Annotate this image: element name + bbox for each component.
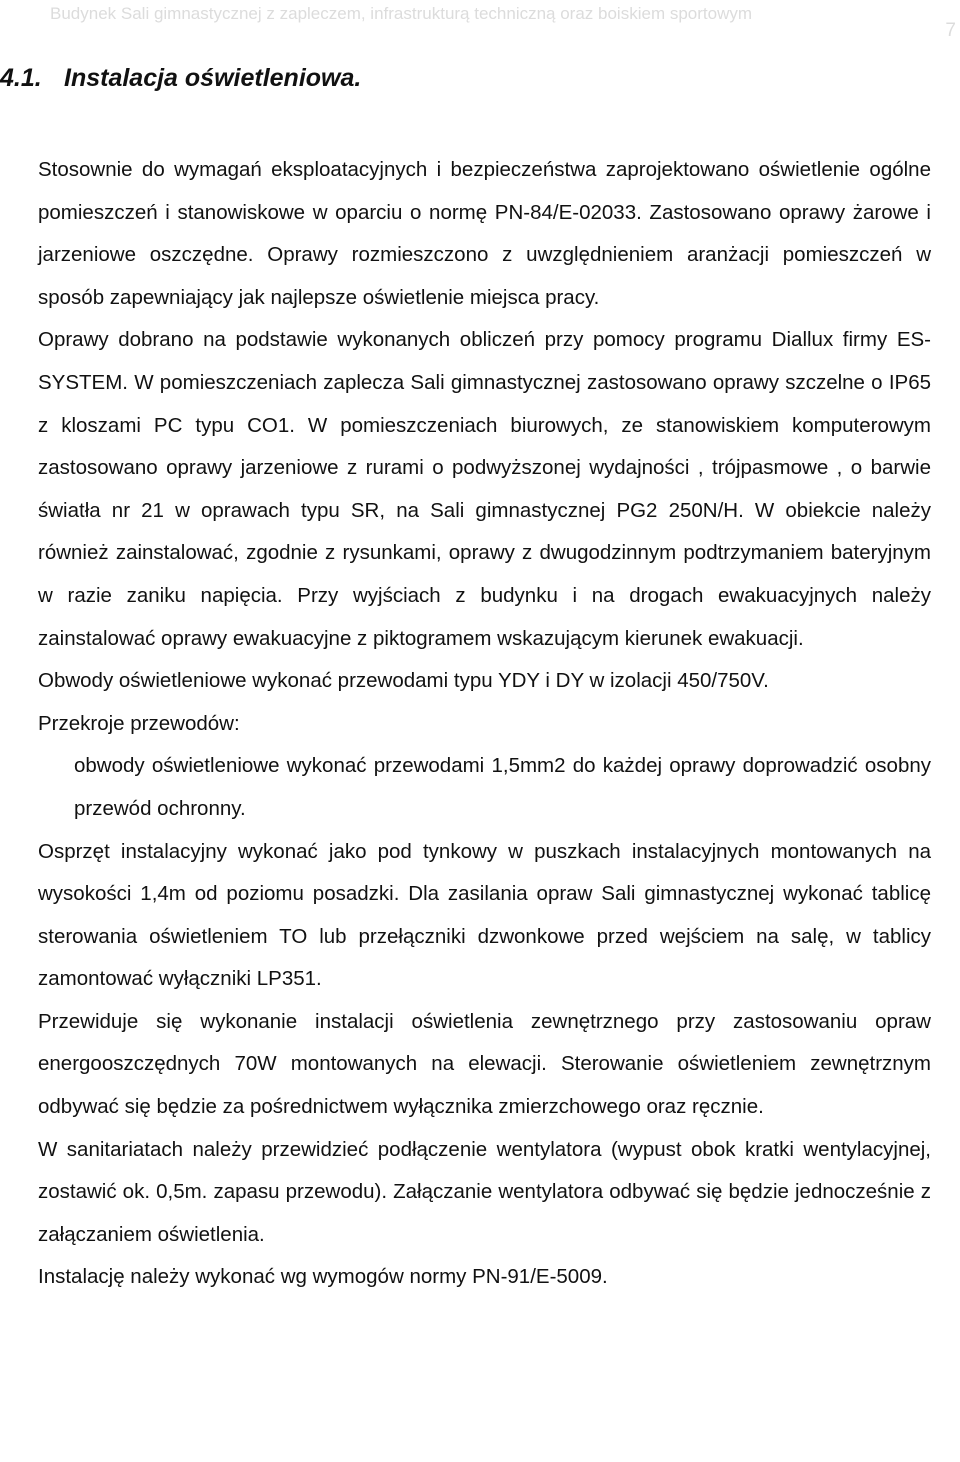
paragraph-intro: Stosownie do wymagań eksploatacyjnych i bezpieczeństwa zaprojektowano oświetlenie ogólne pomieszczeń i stanowiskowe w oparciu o normę PN-84/E-02033. Zastosowano oprawy żarowe i jarzeniowe oszczędne. Oprawy rozmieszczono z uwzględnieniem aranżacji pomieszczeń w sposób zapewniający jak najlepsze oświetlenie miejsca pracy. (38, 158, 931, 309)
section-number: 4.1. (0, 64, 42, 92)
body-text (38, 149, 931, 1299)
paragraph-exterior-lighting: Przewiduje się wykonanie instalacji oświetlenia zewnętrznego przy zastosowaniu opraw energooszczędnych 70W montowanych na elewacji. Sterowanie oświetleniem zewnętrznym odbywać się będzie za pośrednictwem wyłącznika zmierzchowego oraz ręcznie. (38, 1009, 931, 1119)
section-title: Instalacja oświetleniowa. (64, 64, 362, 92)
page-number: 7 (945, 20, 956, 41)
paragraph-cross-sections-label: Przekroje przewodów: (38, 711, 240, 735)
paragraph-accessories: Osprzęt instalacyjny wykonać jako pod tynkowy w puszkach instalacyjnych montowanych na wysokości 1,4m od poziomu posadzki. Dla zasilania opraw Sali gimnastycznej wykonać tablicę sterowania oświetleniem TO lub przełączniki dzwonkowe przed wejściem na salę, w tablicy zamontować wyłączniki LP351. (38, 839, 931, 991)
running-header: Budynek Sali gimnastycznej z zapleczem, infrastrukturą techniczną oraz boiskiem sportowym (50, 4, 753, 23)
paragraph-ventilation: W sanitariatach należy przewidzieć podłączenie wentylatora (wypust obok kratki wentylacyjnej, zostawić ok. 0,5m. zapasu przewodu). Załączanie wentylatora odbywać się będzie jednocześnie z załączaniem oświetlenia. (38, 1137, 931, 1246)
section-heading (0, 64, 361, 93)
paragraph-standard: Instalację należy wykonać wg wymogów normy PN-91/E-5009. (38, 1265, 608, 1289)
paragraph-circuits: Obwody oświetleniowe wykonać przewodami typu YDY i DY w izolacji 450/750V. (38, 669, 769, 693)
paragraph-cross-sections-detail: obwody oświetleniowe wykonać przewodami 1,5mm2 do każdej oprawy doprowadzić osobny przewód ochronny. (74, 754, 931, 820)
paragraph-fixtures: Oprawy dobrano na podstawie wykonanych obliczeń przy pomocy programu Diallux firmy ES-SYSTEM. W pomieszczeniach zaplecza Sali gimnastycznej zastosowano oprawy szczelne o IP65 z kloszami PC typu CO1. W pomieszczeniach biurowych, ze stanowiskiem komputerowym zastosowano oprawy jarzeniowe z rurami o podwyższonej wydajności , trójpasmowe , o barwie światła nr 21 w oprawach typu SR, na Sali gimnastycznej PG2 250N/H. W obiekcie należy również zainstalować, zgodnie z rysunkami, oprawy z dwugodzinnym podtrzymaniem bateryjnym w razie zaniku napięcia. Przy wyjściach z budynku i na drogach ewakuacyjnych należy zainstalować oprawy ewakuacyjne z piktogramem wskazującym kierunek ewakuacji. (38, 328, 931, 650)
